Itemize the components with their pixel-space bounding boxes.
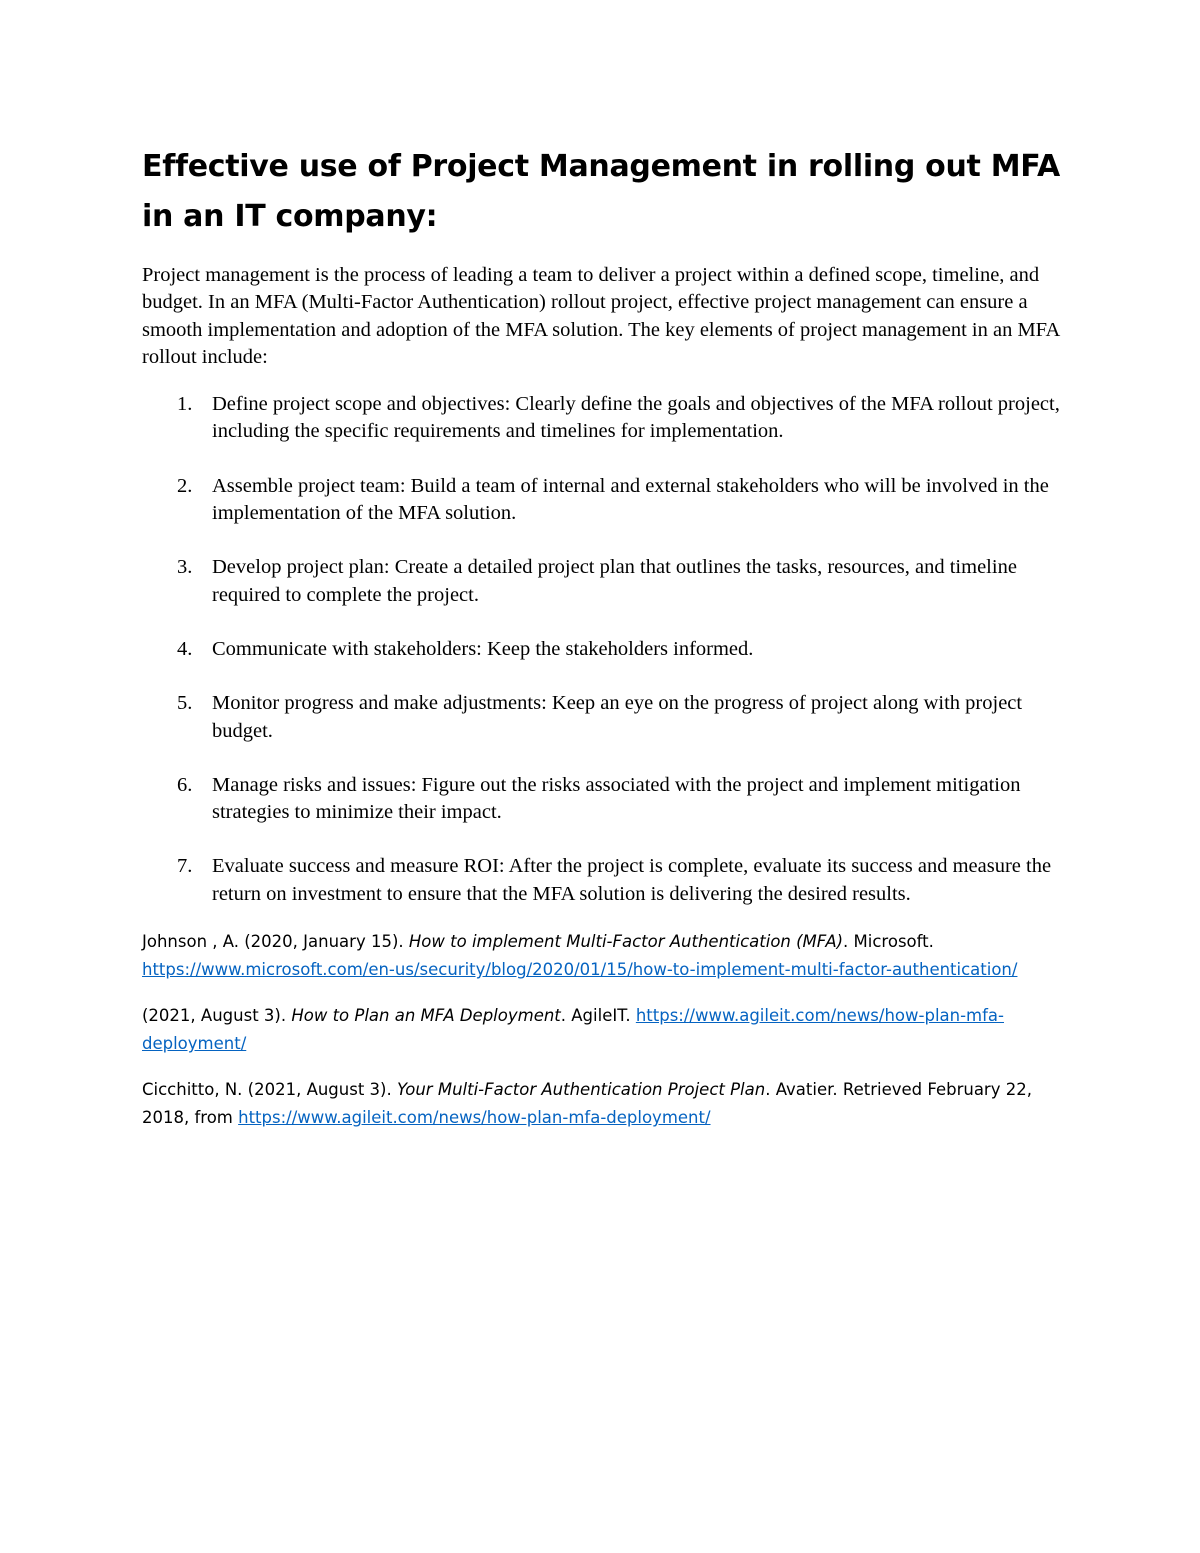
list-item-number: 4.: [177, 637, 193, 660]
list-item-text: Assemble project team: Build a team of internal and external stakeholders who will be involved in the implementation of the MFA solution.: [212, 474, 1049, 525]
list-item-number: 7.: [177, 855, 193, 878]
list-item-text: Define project scope and objectives: Clearly define the goals and objectives of the MFA rollout project, including the specific requirements and timelines for implementation.: [212, 393, 1060, 443]
list-item: [142, 554, 1062, 609]
reference-title: Your Multi-Factor Authentication Project Plan: [396, 1080, 766, 1100]
reference-entry: [142, 1002, 1062, 1058]
document-body: [142, 142, 1062, 1150]
list-item-text: Develop project plan: Create a detailed project plan that outlines the tasks, resources, and timeline required to complete the project.: [212, 556, 1017, 606]
reference-title: How to Plan an MFA Deployment: [291, 1006, 561, 1026]
reference-publisher: . Microsoft.: [843, 932, 934, 952]
intro-paragraph: Project management is the process of leading a team to deliver a project within a defined scope, timeline, and budget. In an MFA (Multi-Factor Authentication) rollout project, effective project management can ensure a smooth implementation and adoption of the MFA solution. The key elements of project management in an MFA rollout include:: [142, 264, 1060, 368]
reference-prefix: (2021, August 3).: [142, 1006, 292, 1026]
reference-prefix: Cicchitto, N. (2021, August 3).: [142, 1080, 397, 1100]
list-item-number: 5.: [177, 692, 193, 715]
reference-prefix: Johnson , A. (2020, January 15).: [142, 932, 409, 952]
list-item: [142, 636, 1062, 663]
reference-publisher: . Avatier. Retrieved February 22, 2018, from: [142, 1080, 1032, 1128]
references-section: [142, 928, 1062, 1132]
list-item-text: Evaluate success and measure ROI: After the project is complete, evaluate its success and measure the return on investment to ensure that the MFA solution is delivering the desired results.: [212, 855, 1052, 905]
list-item-number: 1.: [177, 393, 193, 416]
list-item: [142, 772, 1062, 827]
list-item: [142, 853, 1062, 908]
reference-entry: [142, 928, 1062, 984]
key-elements-list: [142, 391, 1062, 908]
list-item-number: 2.: [177, 474, 193, 497]
document-title: Effective use of Project Management in rolling out MFA in an IT company:: [142, 149, 1060, 234]
reference-link[interactable]: https://www.agileit.com/news/how-plan-mfa-deployment/: [238, 1108, 711, 1128]
list-item-number: 3.: [177, 556, 193, 579]
reference-entry: [142, 1076, 1062, 1132]
list-item-number: 6.: [177, 773, 193, 796]
reference-link[interactable]: https://www.agileit.com/news/how-plan-mfa-deployment/: [142, 1006, 1004, 1054]
reference-publisher: . AgileIT.: [560, 1006, 636, 1026]
list-item: [142, 690, 1062, 745]
list-item-text: Monitor progress and make adjustments: Keep an eye on the progress of project along with project budget.: [212, 692, 1023, 742]
reference-link[interactable]: https://www.microsoft.com/en-us/security/blog/2020/01/15/how-to-implement-multi-factor-authentication/: [142, 960, 1018, 980]
list-item: [142, 391, 1062, 446]
list-item: [142, 473, 1062, 528]
list-item-text: Manage risks and issues: Figure out the risks associated with the project and implement mitigation strategies to minimize their impact.: [212, 773, 1021, 824]
reference-title: How to implement Multi-Factor Authentication (MFA): [408, 932, 844, 952]
list-item-text: Communicate with stakeholders: Keep the stakeholders informed.: [212, 637, 754, 660]
